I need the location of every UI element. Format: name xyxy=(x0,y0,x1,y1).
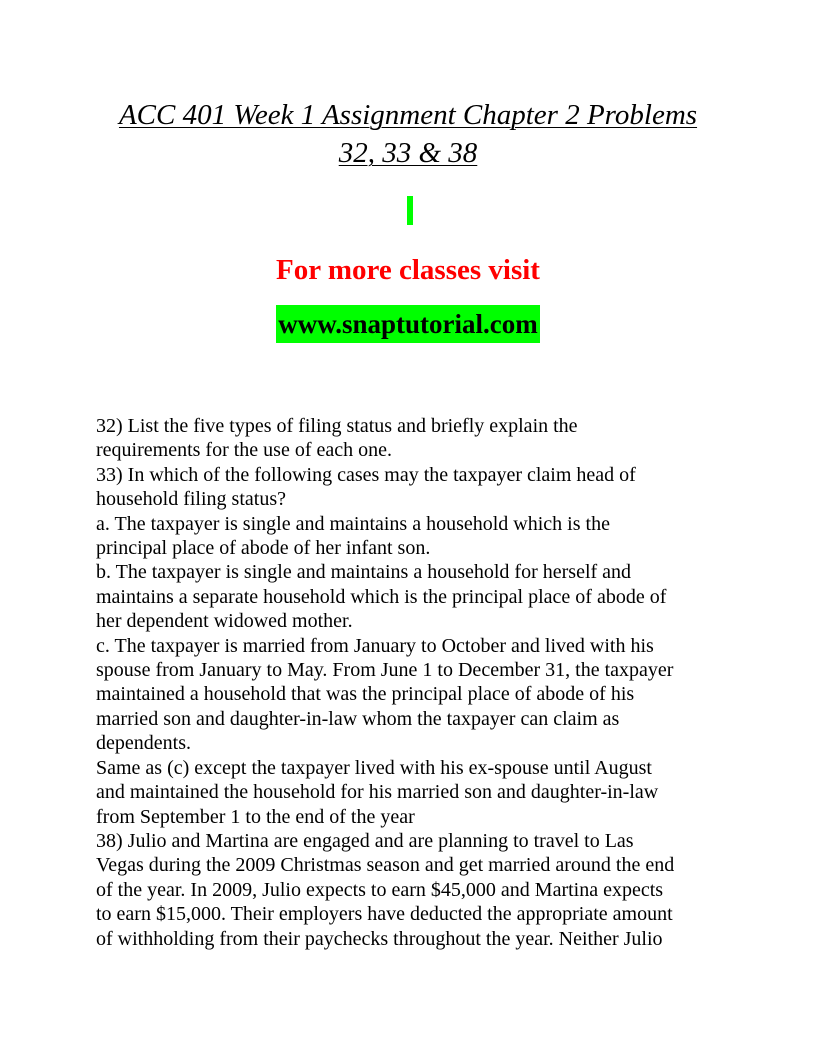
body-line: a. The taxpayer is single and maintains a household which is the xyxy=(96,512,610,535)
body-line: from September 1 to the end of the year xyxy=(96,805,415,828)
title-line-1: ACC 401 Week 1 Assignment Chapter 2 Problems xyxy=(118,99,698,131)
body-line: c. The taxpayer is married from January to October and lived with his xyxy=(96,634,654,657)
body-line: maintained a household that was the principal place of abode of his xyxy=(96,683,635,706)
title-line-2: 32, 33 & 38 xyxy=(338,137,478,169)
body-line: dependents. xyxy=(96,732,191,755)
body-line: Vegas during the 2009 Christmas season and get married around the end xyxy=(96,854,675,877)
body-line: principal place of abode of her infant son. xyxy=(96,537,431,560)
body-line: of withholding from their paychecks throughout the year. Neither Julio xyxy=(96,927,663,950)
body-line: 33) In which of the following cases may the taxpayer claim head of xyxy=(96,463,636,486)
body-line: her dependent widowed mother. xyxy=(96,610,353,633)
body-line: 32) List the five types of filing status and briefly explain the xyxy=(96,415,578,437)
body-line: 38) Julio and Martina are engaged and are planning to travel to Las xyxy=(96,829,634,852)
promo-link-container xyxy=(0,305,816,343)
body-line: married son and daughter-in-law whom the taxpayer can claim as xyxy=(96,707,620,730)
body-line: b. The taxpayer is single and maintains a household for herself and xyxy=(96,561,632,584)
body-line: and maintained the household for his married son and daughter-in-law xyxy=(96,781,659,804)
promo-heading: For more classes visit xyxy=(276,254,540,286)
body-text xyxy=(96,414,736,951)
green-marker-bar xyxy=(407,196,413,225)
body-line: household filing status? xyxy=(96,488,286,511)
body-line: maintains a separate household which is the principal place of abode of xyxy=(96,585,667,608)
body-line: spouse from January to May. From June 1 to December 31, the taxpayer xyxy=(96,659,674,682)
body-line: Same as (c) except the taxpayer lived with his ex-spouse until August xyxy=(96,756,652,779)
website-link[interactable]: www.snaptutorial.com xyxy=(276,305,540,343)
body-line: requirements for the use of each one. xyxy=(96,439,392,462)
body-line: to earn $15,000. Their employers have deducted the appropriate amount xyxy=(96,903,673,926)
page-title xyxy=(60,96,756,172)
body-line: of the year. In 2009, Julio expects to earn $45,000 and Martina expects xyxy=(96,878,664,901)
